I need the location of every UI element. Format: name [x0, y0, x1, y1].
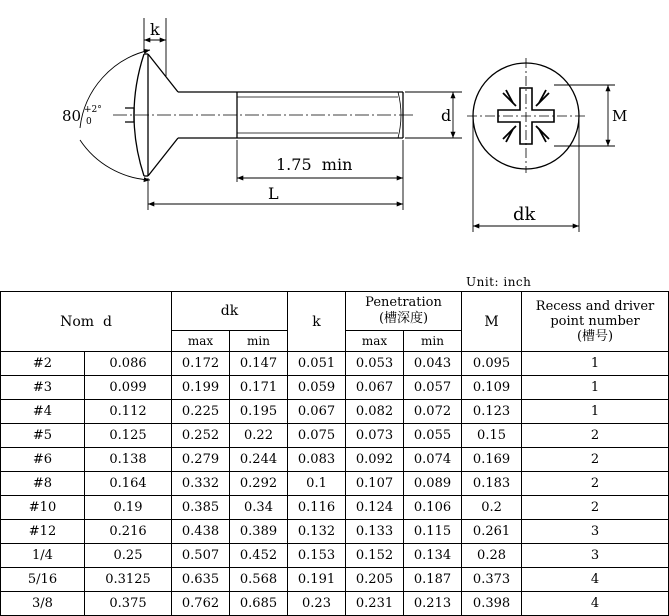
pen-max-cell: 0.133	[346, 520, 404, 544]
pen-max-cell: 0.107	[346, 472, 404, 496]
dk-min-cell: 0.685	[230, 592, 288, 616]
k-cell: 0.067	[288, 400, 346, 424]
pen-min-cell: 0.106	[404, 496, 462, 520]
m-cell: 0.2	[462, 496, 522, 520]
nom-d-header	[1, 292, 172, 352]
k-cell: 0.116	[288, 496, 346, 520]
end-labels	[513, 107, 627, 225]
side-labels	[62, 20, 451, 203]
d-cell: 0.19	[85, 496, 172, 520]
nom-cell: #5	[1, 424, 85, 448]
pen-min-cell: 0.134	[404, 544, 462, 568]
pen-min-cell: 0.187	[404, 568, 462, 592]
k-header: k	[288, 292, 346, 352]
dk-min-cell: 0.292	[230, 472, 288, 496]
table-row	[1, 376, 669, 400]
angle-tol-lower: 0	[86, 117, 92, 127]
k-cell: 0.1	[288, 472, 346, 496]
dk-min-cell: 0.171	[230, 376, 288, 400]
nom-cell: #4	[1, 400, 85, 424]
side-dimensions	[80, 18, 462, 210]
pen-max-header: max	[346, 331, 404, 352]
recess-cell: 2	[522, 472, 669, 496]
m-cell: 0.109	[462, 376, 522, 400]
m-cell: 0.095	[462, 352, 522, 376]
M-label: M	[612, 107, 628, 125]
dk-max-cell: 0.199	[172, 376, 230, 400]
dk-min-cell: 0.34	[230, 496, 288, 520]
recess-cell: 2	[522, 424, 669, 448]
dk-max-cell: 0.635	[172, 568, 230, 592]
m-cell: 0.123	[462, 400, 522, 424]
nom-cell: 1/4	[1, 544, 85, 568]
m-cell: 0.261	[462, 520, 522, 544]
L-label: L	[268, 184, 279, 203]
dk-min-header: min	[230, 331, 288, 352]
pen-min-cell: 0.089	[404, 472, 462, 496]
nom-cell: 5/16	[1, 568, 85, 592]
nom-cell: #3	[1, 376, 85, 400]
nom-cell: #10	[1, 496, 85, 520]
pen-min-cell: 0.074	[404, 448, 462, 472]
recess-cell: 2	[522, 448, 669, 472]
k-cell: 0.059	[288, 376, 346, 400]
dk-max-cell: 0.252	[172, 424, 230, 448]
dk-max-cell: 0.385	[172, 496, 230, 520]
end-view	[467, 58, 586, 173]
recess-en2: point number	[550, 314, 640, 329]
k-cell: 0.191	[288, 568, 346, 592]
table-row	[1, 472, 669, 496]
dk-max-cell: 0.172	[172, 352, 230, 376]
recess-cell: 3	[522, 520, 669, 544]
m-cell: 0.183	[462, 472, 522, 496]
d-label: d	[441, 106, 452, 125]
recess-cell: 1	[522, 400, 669, 424]
pen-max-cell: 0.073	[346, 424, 404, 448]
pen-min-cell: 0.072	[404, 400, 462, 424]
recess-cell: 4	[522, 592, 669, 616]
k-cell: 0.132	[288, 520, 346, 544]
pen-min-cell: 0.115	[404, 520, 462, 544]
angle-tol-upper: +2°	[84, 105, 102, 115]
k-cell: 0.051	[288, 352, 346, 376]
table-row	[1, 544, 669, 568]
dk-label: dk	[513, 204, 536, 225]
dk-min-cell: 0.568	[230, 568, 288, 592]
table-row	[1, 592, 669, 616]
dk-min-cell: 0.195	[230, 400, 288, 424]
k-label: k	[150, 20, 160, 39]
d-cell: 0.25	[85, 544, 172, 568]
dk-min-cell: 0.244	[230, 448, 288, 472]
k-cell: 0.075	[288, 424, 346, 448]
m-cell: 0.398	[462, 592, 522, 616]
pen-max-cell: 0.053	[346, 352, 404, 376]
spec-table	[0, 291, 669, 616]
screw-drawing	[0, 0, 669, 290]
d-cell: 0.375	[85, 592, 172, 616]
nom-cell: #8	[1, 472, 85, 496]
dk-min-cell: 0.147	[230, 352, 288, 376]
m-cell: 0.15	[462, 424, 522, 448]
table-row	[1, 424, 669, 448]
recess-header	[522, 292, 669, 352]
nom-cell: #2	[1, 352, 85, 376]
dk-max-header: max	[172, 331, 230, 352]
recess-cell: 1	[522, 376, 669, 400]
pen-max-cell: 0.067	[346, 376, 404, 400]
k-cell: 0.153	[288, 544, 346, 568]
pen-min-cell: 0.055	[404, 424, 462, 448]
recess-cn: (槽号)	[576, 329, 614, 344]
d-cell: 0.086	[85, 352, 172, 376]
table-row	[1, 400, 669, 424]
dk-max-cell: 0.225	[172, 400, 230, 424]
pen-max-cell: 0.152	[346, 544, 404, 568]
table-row	[1, 568, 669, 592]
pen-max-cell: 0.231	[346, 592, 404, 616]
dk-min-cell: 0.452	[230, 544, 288, 568]
unit-label: Unit: inch	[466, 275, 532, 289]
d-cell: 0.138	[85, 448, 172, 472]
recess-cell: 3	[522, 544, 669, 568]
d-cell: 0.164	[85, 472, 172, 496]
pen-max-cell: 0.124	[346, 496, 404, 520]
m-header: M	[462, 292, 522, 352]
penetration-header	[346, 292, 462, 331]
nom-cell: #6	[1, 448, 85, 472]
pen-max-cell: 0.205	[346, 568, 404, 592]
d-header: d	[102, 313, 112, 330]
table-row	[1, 496, 669, 520]
pen-max-cell: 0.082	[346, 400, 404, 424]
side-view	[113, 54, 415, 176]
d-cell: 0.216	[85, 520, 172, 544]
m-cell: 0.373	[462, 568, 522, 592]
penetration-en: Penetration	[365, 295, 442, 310]
nom-cell: #12	[1, 520, 85, 544]
d-cell: 0.112	[85, 400, 172, 424]
dk-max-cell: 0.438	[172, 520, 230, 544]
table-row	[1, 352, 669, 376]
d-cell: 0.3125	[85, 568, 172, 592]
dk-max-cell: 0.332	[172, 472, 230, 496]
recess-cell: 2	[522, 496, 669, 520]
d-cell: 0.125	[85, 424, 172, 448]
m-cell: 0.169	[462, 448, 522, 472]
thread-length-label: 1.75 min	[276, 155, 353, 174]
dk-max-cell: 0.762	[172, 592, 230, 616]
dk-max-cell: 0.507	[172, 544, 230, 568]
nom-header: Nom	[60, 313, 95, 330]
recess-cell: 1	[522, 352, 669, 376]
header-row-1	[1, 292, 669, 331]
pen-max-cell: 0.092	[346, 448, 404, 472]
d-cell: 0.099	[85, 376, 172, 400]
k-cell: 0.083	[288, 448, 346, 472]
pen-min-cell: 0.057	[404, 376, 462, 400]
table-row	[1, 520, 669, 544]
m-cell: 0.28	[462, 544, 522, 568]
penetration-cn: (槽深度)	[378, 311, 429, 326]
pen-min-cell: 0.043	[404, 352, 462, 376]
table-row	[1, 448, 669, 472]
dk-header: dk	[172, 292, 288, 331]
dk-max-cell: 0.279	[172, 448, 230, 472]
pen-min-header: min	[404, 331, 462, 352]
recess-cell: 4	[522, 568, 669, 592]
k-cell: 0.23	[288, 592, 346, 616]
dk-min-cell: 0.389	[230, 520, 288, 544]
nom-cell: 3/8	[1, 592, 85, 616]
dk-min-cell: 0.22	[230, 424, 288, 448]
angle-label: 80	[62, 107, 82, 125]
pen-min-cell: 0.213	[404, 592, 462, 616]
recess-en1: Recess and driver	[535, 299, 655, 314]
